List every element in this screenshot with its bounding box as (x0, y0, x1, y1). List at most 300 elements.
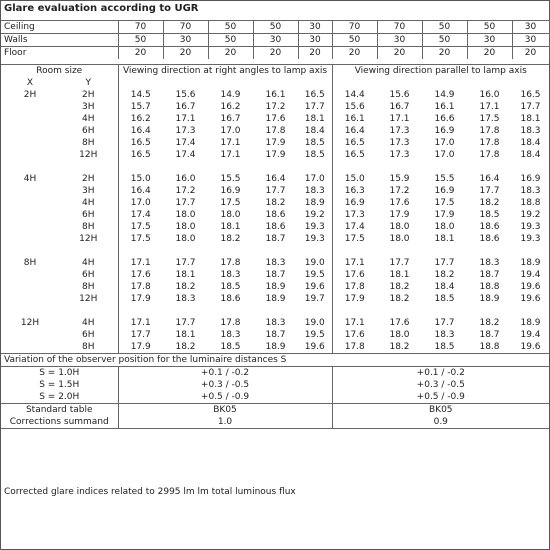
spacer-cell (1, 305, 59, 317)
y-label: Y (59, 77, 118, 89)
ugr-value: 17.9 (434, 210, 455, 220)
ugr-value: 18.5 (298, 137, 332, 149)
ugr-value: 15.5 (220, 174, 241, 184)
x-label: X (26, 78, 34, 88)
spacer-cell (163, 77, 208, 89)
spacer-cell (467, 161, 512, 173)
spacer-cell (422, 77, 467, 89)
spacer-cell (512, 245, 549, 257)
ugr-value: 19.6 (520, 282, 541, 292)
ugr-value: 18.5 (434, 294, 455, 304)
ugr-value: 18.3 (220, 330, 241, 340)
ugr-value: 18.1 (298, 113, 332, 125)
ugr-value: 18.9 (520, 258, 541, 268)
ugr-value: 18.0 (175, 234, 196, 244)
ugr-value: 17.0 (298, 173, 332, 185)
ugr-value: 17.5 (434, 198, 455, 208)
spacer-cell (512, 77, 549, 89)
ugr-value: 18.1 (520, 114, 541, 124)
room-x-value (1, 221, 59, 233)
ugr-value: 18.0 (175, 210, 196, 220)
ugr-value: 19.6 (520, 294, 541, 304)
ugr-value: 17.6 (130, 270, 151, 280)
variation-distance: S = 1.0H (1, 367, 118, 380)
ugr-value: 16.9 (434, 186, 455, 196)
reflectance-value: 50 (332, 34, 377, 47)
reflectance-value: 50 (422, 21, 467, 34)
ugr-value: 18.5 (479, 210, 500, 220)
ugr-value: 18.2 (389, 342, 410, 352)
ugr-value: 18.6 (220, 294, 241, 304)
reflectance-value: 30 (163, 34, 208, 47)
room-y-value: 12H (59, 149, 118, 161)
standard-table-row (1, 404, 549, 417)
ugr-value: 17.1 (175, 114, 196, 124)
ugr-value: 19.6 (520, 342, 541, 352)
spacer-cell (467, 77, 512, 89)
ugr-value: 17.9 (389, 210, 410, 220)
ugr-value: 19.5 (298, 329, 332, 341)
ugr-value: 15.6 (389, 90, 410, 100)
table-row (1, 101, 549, 113)
ugr-value: 17.8 (479, 150, 500, 160)
corrections-row (1, 416, 549, 429)
room-x-value (1, 125, 59, 137)
ugr-value: 17.3 (389, 126, 410, 136)
ugr-value: 19.5 (298, 269, 332, 281)
table-row (1, 293, 549, 305)
ugr-value: 16.9 (220, 186, 241, 196)
ugr-value: 17.1 (220, 150, 241, 160)
ugr-value: 18.3 (265, 258, 286, 268)
ugr-value: 17.7 (434, 258, 455, 268)
table-row (1, 269, 549, 281)
corrections-left: 1.0 (118, 416, 332, 429)
ugr-value: 18.8 (479, 282, 500, 292)
ugr-value: 18.3 (434, 330, 455, 340)
ugr-value: 17.7 (175, 318, 196, 328)
ugr-value: 18.7 (479, 330, 500, 340)
reflectance-value: 70 (377, 21, 422, 34)
reflectance-value: 20 (163, 47, 208, 60)
ugr-value: 16.1 (434, 102, 455, 112)
spacer-cell (332, 245, 377, 257)
spacer-cell (163, 161, 208, 173)
variation-right-value: +0.3 / -0.5 (416, 380, 465, 390)
reflectance-value: 30 (512, 21, 549, 34)
reflectance-value: 50 (253, 21, 298, 34)
ugr-value: 17.1 (220, 138, 241, 148)
ugr-value: 17.7 (175, 198, 196, 208)
ugr-value: 16.7 (175, 102, 196, 112)
table-row (1, 233, 549, 245)
ugr-value: 17.4 (175, 138, 196, 148)
table-row (1, 137, 549, 149)
ugr-value: 17.1 (344, 318, 365, 328)
direction-parallel-label: Viewing direction parallel to lamp axis (332, 65, 549, 78)
ugr-value: 15.5 (434, 174, 455, 184)
spacer-cell (1, 429, 549, 431)
reflectance-value: 50 (118, 34, 163, 47)
spacer-cell (298, 77, 332, 89)
ugr-value: 18.3 (520, 126, 541, 136)
room-y-value: 4H (59, 197, 118, 209)
room-x-value (1, 197, 59, 209)
ugr-value: 18.2 (175, 282, 196, 292)
ugr-value: 19.3 (298, 221, 332, 233)
ugr-value: 16.2 (130, 114, 151, 124)
room-x-value (1, 209, 59, 221)
ugr-value: 17.3 (389, 150, 410, 160)
room-y-value: 6H (59, 329, 118, 341)
ugr-value: 17.4 (130, 210, 151, 220)
ugr-value: 17.7 (434, 318, 455, 328)
ugr-value: 18.3 (298, 185, 332, 197)
ugr-value: 19.4 (520, 330, 541, 340)
room-y-value: 8H (59, 137, 118, 149)
table-row (1, 149, 549, 161)
reflectance-value: 20 (422, 47, 467, 60)
reflectance-value: 30 (377, 34, 422, 47)
ugr-value: 18.7 (479, 270, 500, 280)
reflectance-label: Ceiling (1, 21, 118, 34)
reflectance-table (1, 20, 550, 59)
ugr-value: 17.2 (265, 102, 286, 112)
variation-right-value: +0.1 / -0.2 (332, 367, 549, 380)
ugr-value: 17.7 (298, 101, 332, 113)
ugr-value: 17.6 (344, 330, 365, 340)
ugr-value: 18.3 (175, 294, 196, 304)
ugr-value: 18.7 (265, 330, 286, 340)
ugr-value: 18.4 (298, 125, 332, 137)
ugr-value: 18.2 (265, 198, 286, 208)
ugr-value: 17.6 (265, 114, 286, 124)
table-row (1, 221, 549, 233)
ugr-value: 19.4 (520, 270, 541, 280)
ugr-value: 16.6 (434, 114, 455, 124)
ugr-value: 16.4 (344, 126, 365, 136)
ugr-value: 17.3 (344, 210, 365, 220)
ugr-value: 18.1 (220, 222, 241, 232)
room-size-header-row (1, 65, 549, 78)
ugr-value: 17.6 (389, 318, 410, 328)
ugr-value: 18.2 (389, 282, 410, 292)
table-row (1, 125, 549, 137)
ugr-value: 17.0 (220, 126, 241, 136)
spacer-cell (118, 305, 163, 317)
ugr-value: 16.5 (130, 150, 151, 160)
spacer-cell (512, 161, 549, 173)
ugr-value: 16.4 (265, 174, 286, 184)
ugr-value: 18.9 (298, 197, 332, 209)
ugr-value: 16.5 (520, 90, 541, 100)
ugr-value: 17.1 (130, 318, 151, 328)
spacer-cell (253, 245, 298, 257)
footnote: Corrected glare indices related to 2995 lm lm total luminous flux (4, 487, 296, 497)
ugr-value: 15.6 (344, 102, 365, 112)
ugr-value: 17.6 (344, 270, 365, 280)
ugr-value: 19.2 (520, 210, 541, 220)
table-row (1, 341, 549, 354)
ugr-value: 18.1 (175, 330, 196, 340)
spacer-cell (298, 245, 332, 257)
room-y-value: 6H (59, 209, 118, 221)
spacer-cell (208, 305, 253, 317)
room-x-value (1, 293, 59, 305)
table-row (1, 329, 549, 341)
ugr-value: 18.6 (479, 234, 500, 244)
room-y-value: 8H (59, 341, 118, 354)
ugr-value: 18.9 (520, 318, 541, 328)
room-y-value: 2H (59, 173, 118, 185)
ugr-value: 17.8 (344, 282, 365, 292)
table-row (1, 113, 549, 125)
ugr-value: 18.9 (265, 282, 286, 292)
spacer-cell (332, 77, 377, 89)
reflectance-value: 20 (512, 47, 549, 60)
ugr-value: 18.8 (479, 342, 500, 352)
spacer-cell (118, 245, 163, 257)
spacer-cell (422, 161, 467, 173)
room-x-value (1, 101, 59, 113)
ugr-value: 18.5 (220, 282, 241, 292)
ugr-value: 17.5 (220, 198, 241, 208)
ugr-value: 17.0 (434, 150, 455, 160)
ugr-value: 19.3 (520, 222, 541, 232)
reflectance-value: 70 (118, 21, 163, 34)
reflectance-value: 70 (332, 21, 377, 34)
ugr-value: 17.8 (344, 342, 365, 352)
ugr-value: 17.5 (479, 114, 500, 124)
ugr-value: 17.8 (479, 126, 500, 136)
table-row (1, 173, 549, 185)
room-x-value (1, 281, 59, 293)
reflectance-value: 20 (298, 47, 332, 60)
spacer-cell (59, 305, 118, 317)
ugr-value: 16.5 (130, 138, 151, 148)
ugr-value: 19.7 (298, 293, 332, 305)
ugr-value: 17.4 (344, 222, 365, 232)
ugr-value: 15.9 (389, 174, 410, 184)
room-y-value: 12H (59, 293, 118, 305)
ugr-value: 18.1 (389, 270, 410, 280)
ugr-value: 14.9 (220, 90, 241, 100)
ugr-value: 18.1 (175, 270, 196, 280)
ugr-value: 18.4 (520, 150, 541, 160)
group-spacer (1, 305, 549, 317)
spacer-cell (163, 305, 208, 317)
reflectance-value: 20 (253, 47, 298, 60)
ugr-value: 18.3 (479, 258, 500, 268)
ugr-value: 16.3 (344, 186, 365, 196)
reflectance-value: 20 (208, 47, 253, 60)
ugr-value: 16.0 (479, 90, 500, 100)
ugr-value: 15.7 (130, 102, 151, 112)
ugr-value: 18.0 (220, 210, 241, 220)
spacer-cell (59, 161, 118, 173)
ugr-value: 14.5 (130, 90, 151, 100)
ugr-value: 14.9 (434, 90, 455, 100)
variation-label: Variation of the observer position for the luminaire distances S (1, 354, 549, 367)
reflectance-value: 50 (208, 21, 253, 34)
ugr-value: 16.4 (479, 174, 500, 184)
spacer-cell (377, 161, 422, 173)
room-x-value (1, 113, 59, 125)
ugr-value: 17.7 (265, 186, 286, 196)
ugr-value: 17.8 (479, 138, 500, 148)
ugr-value: 18.0 (389, 234, 410, 244)
ugr-value: 16.4 (130, 186, 151, 196)
spacer-cell (118, 77, 163, 89)
ugr-value: 16.7 (389, 102, 410, 112)
ugr-value: 17.0 (434, 138, 455, 148)
ugr-value: 18.3 (220, 270, 241, 280)
room-x-value (1, 329, 59, 341)
ugr-value: 17.2 (175, 186, 196, 196)
ugr-value: 18.4 (434, 282, 455, 292)
ugr-value: 18.2 (389, 294, 410, 304)
spacer-cell (208, 161, 253, 173)
ugr-value: 17.6 (389, 198, 410, 208)
room-x-value (1, 185, 59, 197)
standard-table-label: Standard table (1, 404, 118, 417)
ugr-value: 17.7 (175, 258, 196, 268)
ugr-value: 18.0 (389, 222, 410, 232)
ugr-value: 18.3 (265, 318, 286, 328)
ugr-value: 19.2 (298, 209, 332, 221)
spacer-cell (298, 161, 332, 173)
room-x-value: 8H (23, 258, 37, 268)
ugr-value: 18.5 (434, 342, 455, 352)
spacer-cell (377, 305, 422, 317)
reflectance-row-ceiling (1, 21, 549, 34)
ugr-value: 17.3 (175, 126, 196, 136)
ugr-value: 17.8 (220, 258, 241, 268)
ugr-value: 19.3 (298, 233, 332, 245)
ugr-value: 15.6 (175, 90, 196, 100)
variation-row (1, 391, 549, 404)
ugr-value: 18.0 (389, 330, 410, 340)
ugr-value: 16.7 (220, 114, 241, 124)
spacer-cell (253, 161, 298, 173)
ugr-value: 19.6 (298, 341, 332, 354)
reflectance-value: 50 (208, 34, 253, 47)
spacer-cell (512, 305, 549, 317)
ugr-value: 17.1 (344, 258, 365, 268)
spacer-cell (208, 77, 253, 89)
ugr-value: 18.4 (520, 138, 541, 148)
ugr-value: 18.7 (265, 270, 286, 280)
spacer-cell (332, 305, 377, 317)
ugr-value: 17.1 (479, 102, 500, 112)
reflectance-value: 30 (298, 34, 332, 47)
standard-table-right: BK05 (332, 404, 549, 417)
reflectance-value: 20 (377, 47, 422, 60)
ugr-value: 17.5 (130, 234, 151, 244)
room-x-value: 2H (23, 90, 37, 100)
variation-row (1, 367, 549, 380)
spacer-cell (59, 245, 118, 257)
ugr-value: 18.9 (265, 342, 286, 352)
table-row (1, 257, 549, 269)
group-spacer (1, 161, 549, 173)
ugr-value: 17.5 (344, 234, 365, 244)
spacer-cell (298, 305, 332, 317)
reflectance-value: 30 (298, 21, 332, 34)
ugr-value: 17.9 (344, 294, 365, 304)
ugr-value: 18.0 (434, 222, 455, 232)
spacer-cell (332, 161, 377, 173)
room-x-value: 4H (23, 174, 37, 184)
sheet-title: Glare evaluation according to UGR (4, 3, 199, 14)
ugr-value: 19.0 (298, 317, 332, 329)
reflectance-value: 30 (512, 34, 549, 47)
reflectance-value: 50 (467, 21, 512, 34)
ugr-value: 18.5 (298, 149, 332, 161)
xy-header-row (1, 77, 549, 89)
variation-distance: S = 2.0H (1, 391, 118, 404)
ugr-value: 17.4 (175, 150, 196, 160)
group-spacer (1, 245, 549, 257)
table-row (1, 197, 549, 209)
ugr-value: 16.9 (520, 174, 541, 184)
reflectance-label: Floor (1, 47, 118, 60)
spacer-cell (253, 77, 298, 89)
table-row (1, 185, 549, 197)
ugr-value: 17.8 (265, 126, 286, 136)
ugr-value: 18.2 (175, 342, 196, 352)
ugr-value: 18.3 (520, 186, 541, 196)
ugr-value: 18.5 (220, 342, 241, 352)
variation-distance: S = 1.5H (1, 379, 118, 391)
ugr-value: 17.8 (220, 318, 241, 328)
ugr-value: 18.1 (434, 234, 455, 244)
ugr-value: 18.2 (479, 318, 500, 328)
ugr-value: 16.1 (265, 90, 286, 100)
ugr-value: 15.0 (130, 174, 151, 184)
ugr-value: 14.4 (344, 90, 365, 100)
room-y-value: 4H (59, 257, 118, 269)
variation-left-value: +0.1 / -0.2 (118, 367, 332, 380)
ugr-value: 18.7 (265, 234, 286, 244)
room-x-value (1, 269, 59, 281)
ugr-value: 17.9 (265, 150, 286, 160)
room-x-value (1, 341, 59, 354)
spacer-cell (377, 245, 422, 257)
reflectance-value: 30 (253, 34, 298, 47)
ugr-value: 17.9 (130, 294, 151, 304)
ugr-value: 18.9 (265, 294, 286, 304)
table-row (1, 89, 549, 101)
ugr-value: 18.0 (175, 222, 196, 232)
ugr-values-table (1, 64, 549, 430)
ugr-value: 17.3 (389, 138, 410, 148)
room-x-value (1, 233, 59, 245)
ugr-value: 18.6 (479, 222, 500, 232)
room-x-value: 12H (20, 318, 40, 328)
room-y-value: 6H (59, 269, 118, 281)
spacer-cell (118, 161, 163, 173)
room-y-value: 3H (59, 101, 118, 113)
ugr-value: 17.7 (130, 330, 151, 340)
ugr-value: 19.6 (298, 281, 332, 293)
spacer-cell (467, 245, 512, 257)
ugr-value: 16.5 (298, 89, 332, 101)
ugr-value: 16.2 (220, 102, 241, 112)
ugr-value: 17.0 (130, 198, 151, 208)
room-y-value: 4H (59, 113, 118, 125)
spacer-cell (208, 245, 253, 257)
